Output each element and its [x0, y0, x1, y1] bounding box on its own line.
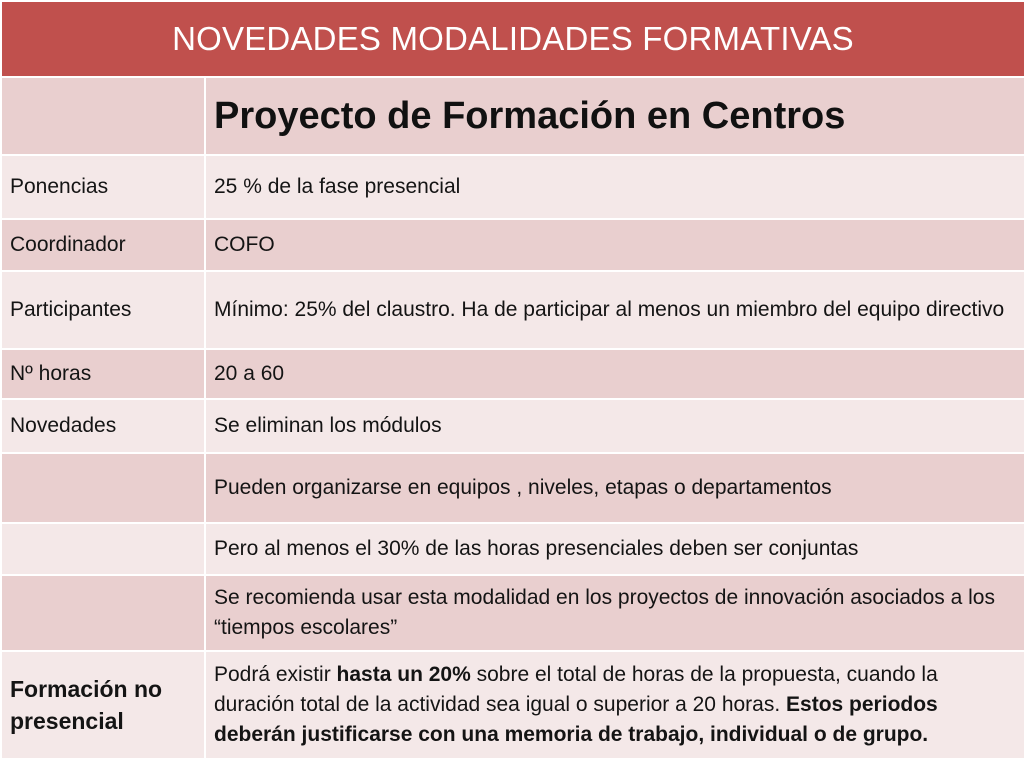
row-label-horas: Nº horas: [1, 349, 205, 399]
section-title: Proyecto de Formación en Centros: [205, 77, 1024, 155]
row-value-horas: 20 a 60: [205, 349, 1024, 399]
table-row: [1, 271, 1024, 349]
table-row: [1, 575, 1024, 651]
row-label-novedades: Novedades: [1, 399, 205, 453]
row-value-participantes: Mínimo: 25% del claustro. Ha de participar al menos un miembro del equipo directivo: [205, 271, 1024, 349]
row-value-no-presencial: [205, 651, 1024, 759]
table-row: [1, 219, 1024, 271]
table-row: [1, 523, 1024, 575]
no-presencial-bold-2: Estos periodos deberán justificarse con una memoria de trabajo, individual o de grupo.: [214, 693, 938, 746]
row-label-participantes: Participantes: [1, 271, 205, 349]
no-presencial-text-2: sobre el total de horas de la propuesta, cuando la duración total de la actividad sea igual o superior a 20 horas.: [214, 663, 938, 716]
table-row: [1, 155, 1024, 219]
row-label-conjuntas: [1, 523, 205, 575]
subtitle-empty-cell: [1, 77, 205, 155]
row-label-recomienda: [1, 575, 205, 651]
no-presencial-bold-1: hasta un 20%: [336, 663, 471, 686]
row-label-ponencias: Ponencias: [1, 155, 205, 219]
row-value-ponencias: 25 % de la fase presencial: [205, 155, 1024, 219]
row-value-conjuntas: Pero al menos el 30% de las horas presenciales deben ser conjuntas: [205, 523, 1024, 575]
row-label-no-presencial: Formación no presencial: [1, 651, 205, 759]
table-row: [1, 651, 1024, 759]
row-value-equipos: Pueden organizarse en equipos , niveles, etapas o departamentos: [205, 453, 1024, 523]
row-value-recomienda: Se recomienda usar esta modalidad en los proyectos de innovación asociados a los “tiempos escolares”: [205, 575, 1024, 651]
table-subtitle-row: [1, 77, 1024, 155]
table-row: [1, 453, 1024, 523]
row-label-equipos: [1, 453, 205, 523]
no-presencial-text-1: Podrá existir: [214, 663, 337, 686]
row-value-novedades: Se eliminan los módulos: [205, 399, 1024, 453]
table-row: [1, 399, 1024, 453]
row-label-coordinador: Coordinador: [1, 219, 205, 271]
table-row: [1, 349, 1024, 399]
row-value-coordinador: COFO: [205, 219, 1024, 271]
page-title: NOVEDADES MODALIDADES FORMATIVAS: [1, 1, 1024, 77]
table-header-row: [1, 1, 1024, 77]
